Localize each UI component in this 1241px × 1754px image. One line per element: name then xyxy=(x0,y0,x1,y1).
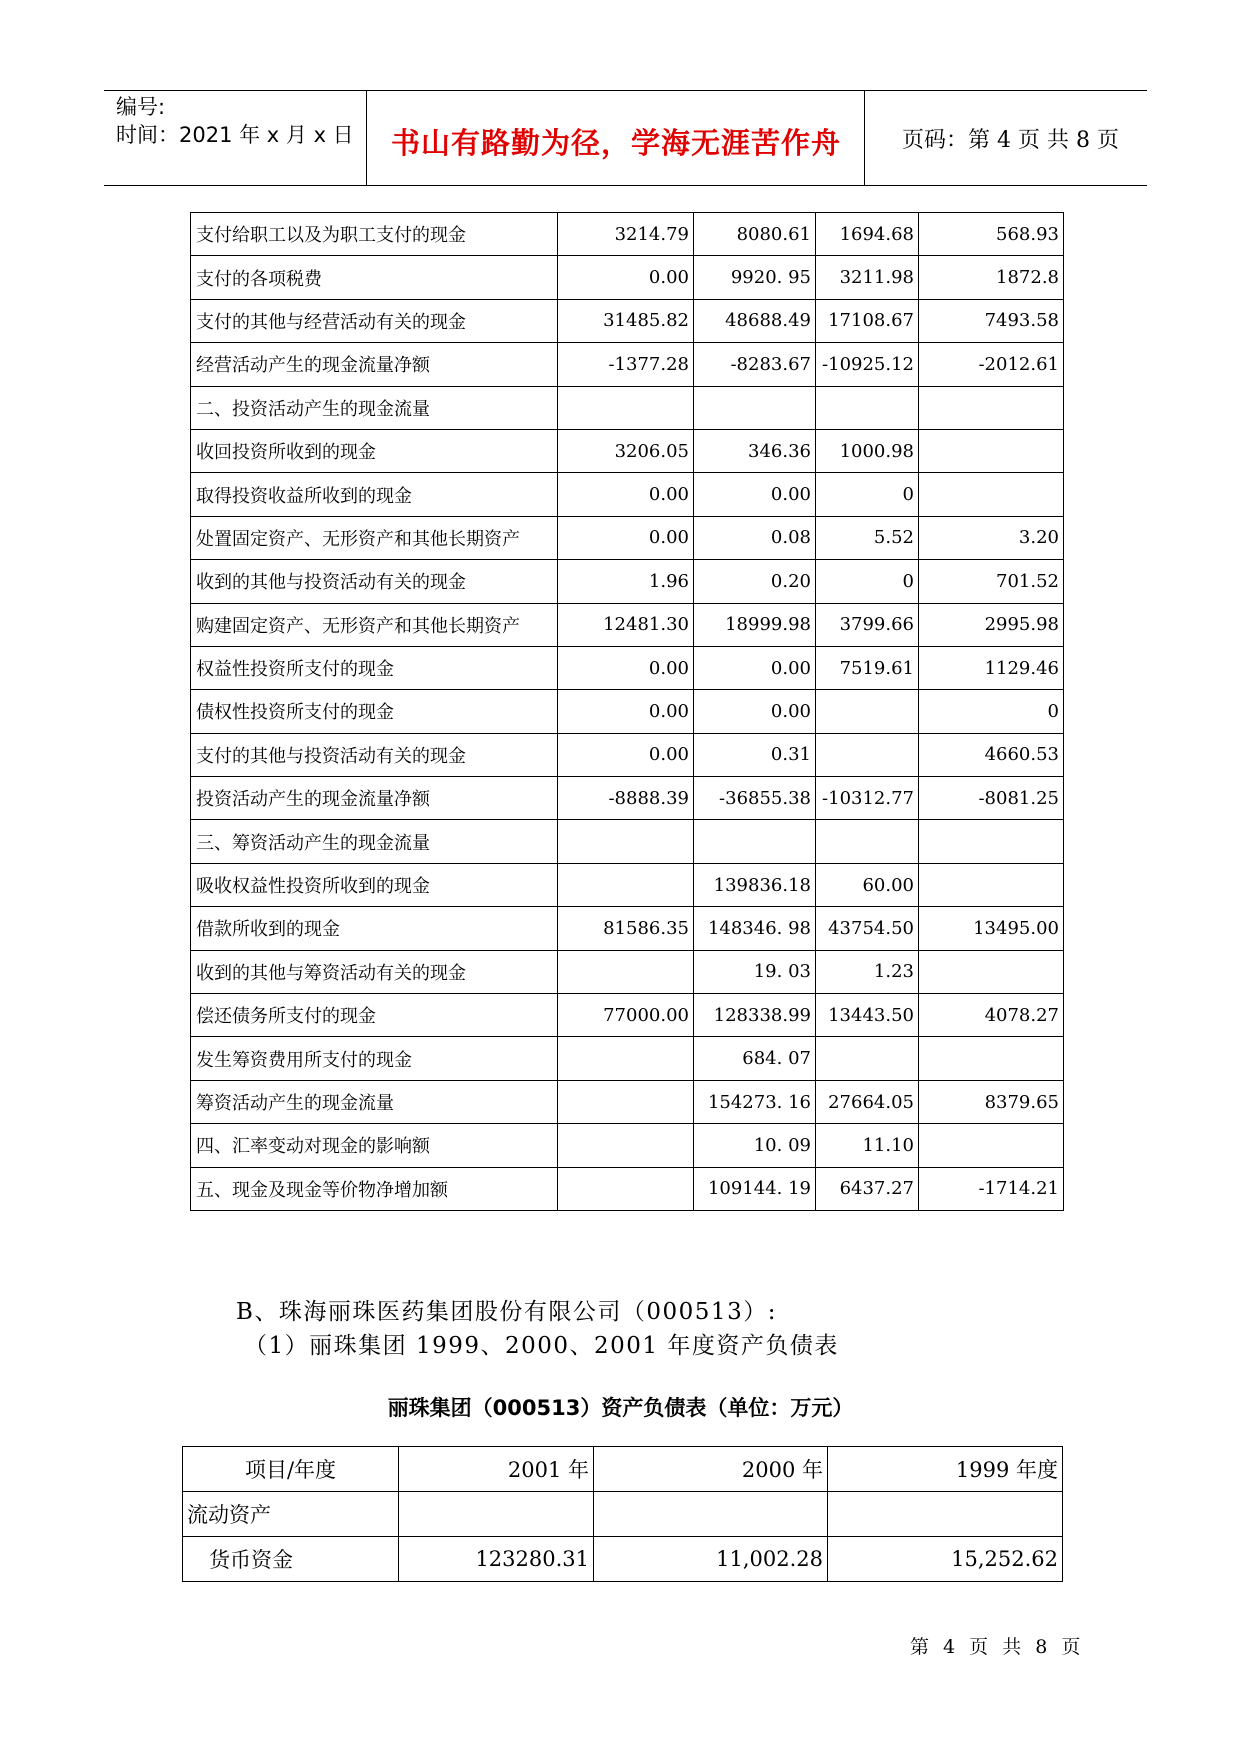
cell-col-4: 568.93 xyxy=(919,213,1064,256)
row-label: 收到的其他与投资活动有关的现金 xyxy=(191,560,558,603)
row-label: 处置固定资产、无形资产和其他长期资产 xyxy=(191,516,558,559)
cell-col-2: 0.08 xyxy=(694,516,816,559)
cash-flow-table xyxy=(190,212,1064,1211)
cell-col-4: 4660.53 xyxy=(919,733,1064,776)
header-cell: 项目/年度 xyxy=(183,1447,399,1492)
cell-col-3: 7519.61 xyxy=(816,646,919,689)
cash-flow-table-body xyxy=(191,213,1064,1211)
cell-1999 xyxy=(828,1492,1063,1537)
cell-col-3: 27664.05 xyxy=(816,1080,919,1123)
cell-col-1: 12481.30 xyxy=(558,603,694,646)
cell-col-2: 128338.99 xyxy=(694,994,816,1037)
cell-2001: 123280.31 xyxy=(399,1537,594,1582)
row-label: 三、筹资活动产生的现金流量 xyxy=(191,820,558,863)
row-label: 债权性投资所支付的现金 xyxy=(191,690,558,733)
cell-col-4 xyxy=(919,863,1064,906)
number-label: 编号: xyxy=(116,95,166,119)
cell-col-3: 11.10 xyxy=(816,1124,919,1167)
table-row xyxy=(191,256,1064,299)
cell-2000: 11,002.28 xyxy=(594,1537,828,1582)
page-header xyxy=(104,90,1147,186)
header-cell: 2000 年 xyxy=(594,1447,828,1492)
row-label: 支付的其他与投资活动有关的现金 xyxy=(191,733,558,776)
table-row xyxy=(191,646,1064,689)
header-motto: 书山有路勤为径，学海无涯苦作舟 xyxy=(390,126,841,160)
table-row xyxy=(191,820,1064,863)
cell-col-4: -2012.61 xyxy=(919,343,1064,386)
cell-1999: 15,252.62 xyxy=(828,1537,1063,1582)
section-b-heading: B、珠海丽珠医药集团股份有限公司（000513）: xyxy=(236,1299,777,1325)
cell-col-4 xyxy=(919,429,1064,472)
cell-col-3: 6437.27 xyxy=(816,1167,919,1210)
cell-col-1: 0.00 xyxy=(558,516,694,559)
table-row xyxy=(191,299,1064,342)
cell-col-3: 3799.66 xyxy=(816,603,919,646)
cell-col-3: 1000.98 xyxy=(816,429,919,472)
row-label: 支付的各项税费 xyxy=(191,256,558,299)
cell-col-4: 1129.46 xyxy=(919,646,1064,689)
table-row xyxy=(191,777,1064,820)
table-row xyxy=(191,213,1064,256)
cell-col-3 xyxy=(816,386,919,429)
table-row xyxy=(191,560,1064,603)
cell-col-4: -1714.21 xyxy=(919,1167,1064,1210)
row-label: 发生筹资费用所支付的现金 xyxy=(191,1037,558,1080)
cell-col-1 xyxy=(558,863,694,906)
cell-col-2: 0.00 xyxy=(694,646,816,689)
table-row xyxy=(191,863,1064,906)
cell-col-1 xyxy=(558,820,694,863)
balance-sheet-body xyxy=(183,1447,1063,1582)
cell-col-1 xyxy=(558,950,694,993)
cell-col-3: 1.23 xyxy=(816,950,919,993)
row-label: 权益性投资所支付的现金 xyxy=(191,646,558,689)
header-meta xyxy=(116,93,354,149)
header-page-info: 页码：第 4 页 共 8 页 xyxy=(902,128,1119,153)
time-label: 时间：2021 年 x 月 x 日 xyxy=(116,123,354,147)
cell-col-3: 17108.67 xyxy=(816,299,919,342)
cell-col-3: -10925.12 xyxy=(816,343,919,386)
cell-col-1: -1377.28 xyxy=(558,343,694,386)
row-label: 收回投资所收到的现金 xyxy=(191,429,558,472)
cell-col-1: 0.00 xyxy=(558,256,694,299)
cell-col-1: 3206.05 xyxy=(558,429,694,472)
table-row xyxy=(191,343,1064,386)
row-label: 筹资活动产生的现金流量 xyxy=(191,1080,558,1123)
balance-sheet-table xyxy=(182,1446,1063,1582)
row-label: 货币资金 xyxy=(183,1537,399,1582)
cell-2001 xyxy=(399,1492,594,1537)
cell-col-2: 18999.98 xyxy=(694,603,816,646)
cell-col-4: 4078.27 xyxy=(919,994,1064,1037)
cell-col-1: 0.00 xyxy=(558,690,694,733)
cell-col-4: 3.20 xyxy=(919,516,1064,559)
cell-col-1: -8888.39 xyxy=(558,777,694,820)
table-row xyxy=(183,1492,1063,1537)
table-row xyxy=(183,1537,1063,1582)
table-row xyxy=(191,386,1064,429)
row-label: 借款所收到的现金 xyxy=(191,907,558,950)
cell-col-2: 109144. 19 xyxy=(694,1167,816,1210)
cell-col-2: 48688.49 xyxy=(694,299,816,342)
cell-col-1: 1.96 xyxy=(558,560,694,603)
cell-col-1 xyxy=(558,1037,694,1080)
cell-col-2 xyxy=(694,820,816,863)
cell-col-4 xyxy=(919,473,1064,516)
table-row xyxy=(191,950,1064,993)
cell-col-1: 0.00 xyxy=(558,733,694,776)
header-divider xyxy=(366,91,367,185)
row-label: 偿还债务所支付的现金 xyxy=(191,994,558,1037)
cell-col-1: 31485.82 xyxy=(558,299,694,342)
cell-col-1 xyxy=(558,1124,694,1167)
cell-col-3: 0 xyxy=(816,560,919,603)
header-divider xyxy=(864,91,865,185)
table-row xyxy=(191,994,1064,1037)
cell-col-1: 3214.79 xyxy=(558,213,694,256)
table-row xyxy=(191,1167,1064,1210)
table-row xyxy=(191,690,1064,733)
row-label: 四、汇率变动对现金的影响额 xyxy=(191,1124,558,1167)
cell-col-3: 5.52 xyxy=(816,516,919,559)
cell-col-4: 8379.65 xyxy=(919,1080,1064,1123)
page-footer: 第 4 页 共 8 页 xyxy=(910,1636,1085,1658)
cell-col-3: 43754.50 xyxy=(816,907,919,950)
cell-col-1 xyxy=(558,1080,694,1123)
cell-col-2: 154273. 16 xyxy=(694,1080,816,1123)
cell-col-3: 0 xyxy=(816,473,919,516)
cell-col-3 xyxy=(816,733,919,776)
cell-col-4: 701.52 xyxy=(919,560,1064,603)
cell-col-2: -36855.38 xyxy=(694,777,816,820)
cell-col-3 xyxy=(816,690,919,733)
cell-col-1: 0.00 xyxy=(558,646,694,689)
table-row xyxy=(191,1037,1064,1080)
header-cell: 2001 年 xyxy=(399,1447,594,1492)
cell-col-4: 1872.8 xyxy=(919,256,1064,299)
cell-col-4 xyxy=(919,950,1064,993)
row-label: 经营活动产生的现金流量净额 xyxy=(191,343,558,386)
cell-col-2: 19. 03 xyxy=(694,950,816,993)
cell-col-3: 60.00 xyxy=(816,863,919,906)
cell-col-2: 0.00 xyxy=(694,473,816,516)
cell-col-4: 7493.58 xyxy=(919,299,1064,342)
cell-col-2: 346.36 xyxy=(694,429,816,472)
cell-col-2: 148346. 98 xyxy=(694,907,816,950)
table-row xyxy=(191,907,1064,950)
cell-col-3: 1694.68 xyxy=(816,213,919,256)
row-label: 投资活动产生的现金流量净额 xyxy=(191,777,558,820)
cell-col-4: 0 xyxy=(919,690,1064,733)
cell-col-1 xyxy=(558,1167,694,1210)
table-header-row xyxy=(183,1447,1063,1492)
row-label: 购建固定资产、无形资产和其他长期资产 xyxy=(191,603,558,646)
cell-col-2: 139836.18 xyxy=(694,863,816,906)
header-cell: 1999 年度 xyxy=(828,1447,1063,1492)
cell-col-4 xyxy=(919,820,1064,863)
cell-col-3: 13443.50 xyxy=(816,994,919,1037)
cell-col-2: 10. 09 xyxy=(694,1124,816,1167)
cell-col-1: 0.00 xyxy=(558,473,694,516)
row-label: 支付的其他与经营活动有关的现金 xyxy=(191,299,558,342)
cell-2000 xyxy=(594,1492,828,1537)
table-row xyxy=(191,516,1064,559)
cell-col-4: 2995.98 xyxy=(919,603,1064,646)
table-row xyxy=(191,733,1064,776)
cell-col-2: 9920. 95 xyxy=(694,256,816,299)
cell-col-4 xyxy=(919,1037,1064,1080)
row-label: 支付给职工以及为职工支付的现金 xyxy=(191,213,558,256)
cell-col-2 xyxy=(694,386,816,429)
cell-col-1: 81586.35 xyxy=(558,907,694,950)
cell-col-4 xyxy=(919,1124,1064,1167)
cell-col-2: 0.00 xyxy=(694,690,816,733)
table-row xyxy=(191,1124,1064,1167)
cell-col-1 xyxy=(558,386,694,429)
row-label: 取得投资收益所收到的现金 xyxy=(191,473,558,516)
cell-col-2: 684. 07 xyxy=(694,1037,816,1080)
cell-col-1: 77000.00 xyxy=(558,994,694,1037)
row-label: 二、投资活动产生的现金流量 xyxy=(191,386,558,429)
section-b-subheading: （1）丽珠集团 1999、2000、2001 年度资产负债表 xyxy=(244,1333,839,1359)
cell-col-4: 13495.00 xyxy=(919,907,1064,950)
row-label: 流动资产 xyxy=(183,1492,399,1537)
cell-col-2: 0.20 xyxy=(694,560,816,603)
table-row xyxy=(191,429,1064,472)
cell-col-4 xyxy=(919,386,1064,429)
row-label: 收到的其他与筹资活动有关的现金 xyxy=(191,950,558,993)
row-label: 吸收权益性投资所收到的现金 xyxy=(191,863,558,906)
cell-col-3: 3211.98 xyxy=(816,256,919,299)
table-row xyxy=(191,1080,1064,1123)
cell-col-2: -8283.67 xyxy=(694,343,816,386)
cell-col-3 xyxy=(816,820,919,863)
table-row xyxy=(191,603,1064,646)
cell-col-2: 8080.61 xyxy=(694,213,816,256)
cell-col-2: 0.31 xyxy=(694,733,816,776)
cell-col-4: -8081.25 xyxy=(919,777,1064,820)
cell-col-3 xyxy=(816,1037,919,1080)
cell-col-3: -10312.77 xyxy=(816,777,919,820)
balance-sheet-title: 丽珠集团（000513）资产负债表（单位：万元） xyxy=(387,1396,854,1420)
row-label: 五、现金及现金等价物净增加额 xyxy=(191,1167,558,1210)
table-row xyxy=(191,473,1064,516)
